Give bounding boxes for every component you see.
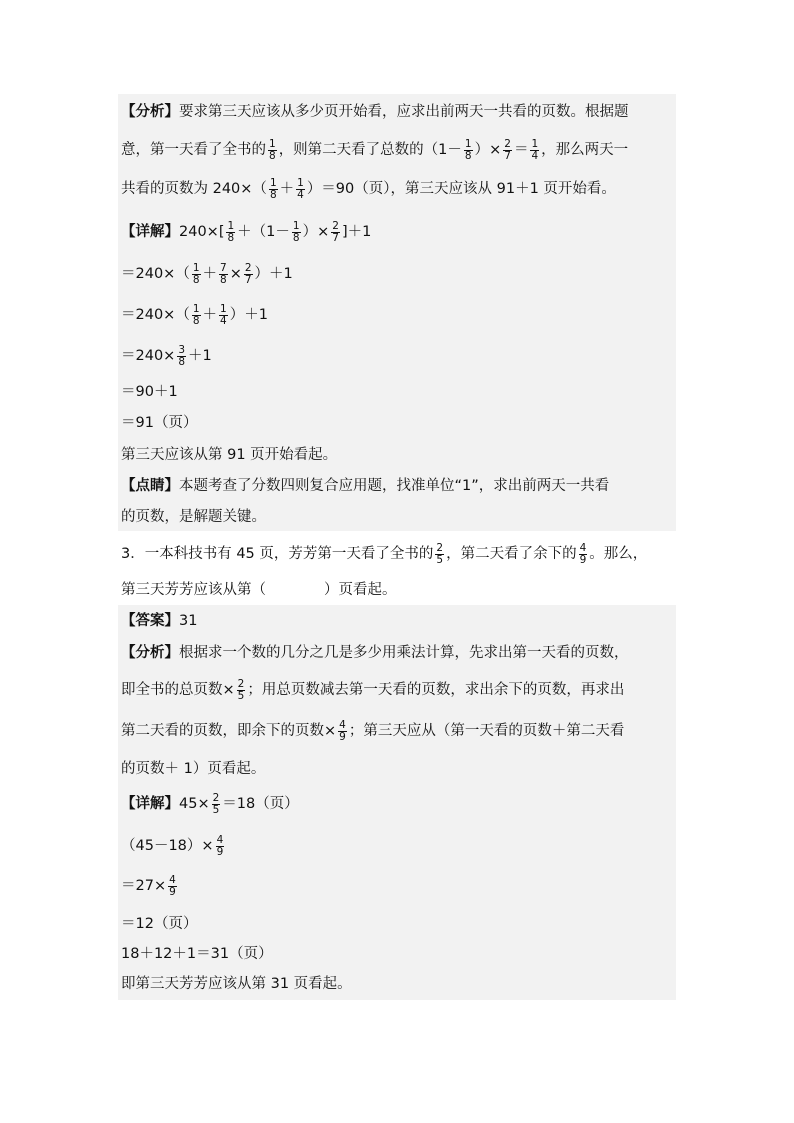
- detail-step-2: ＝240×（ $\frac{1}{8}$ ＋ $\frac{7}{8}$ × $\frac{2}{7}$ ）＋1: [121, 261, 293, 286]
- fraction: $\frac{4}{9}$: [216, 833, 224, 858]
- analysis-tag: 【分析】: [121, 645, 179, 661]
- fraction: $\frac{1}{4}$: [531, 137, 539, 162]
- fraction: $\frac{1}{8}$: [269, 176, 277, 201]
- fraction: $\frac{2}{5}$: [212, 791, 220, 816]
- fraction: $\frac{7}{8}$: [220, 261, 227, 286]
- fraction: $\frac{1}{8}$: [192, 261, 200, 286]
- comment-tag: 【点睛】: [121, 478, 179, 494]
- fraction: $\frac{1}{4}$: [220, 302, 227, 327]
- detail-tag: 【详解】: [121, 796, 179, 812]
- fraction: $\frac{2}{7}$: [332, 219, 339, 244]
- comment-line-2: 的页数，是解题关键。: [121, 509, 266, 525]
- detail-step-3: ＝240×（ $\frac{1}{8}$ ＋ $\frac{1}{4}$ ）＋1: [121, 302, 268, 327]
- detail-2-step-4: ＝12（页）: [121, 916, 198, 932]
- analysis-2-line-1: 【分析】根据求一个数的几分之几是多少用乘法计算，先求出第一天看的页数，: [121, 645, 629, 661]
- detail-step-5: ＝90＋1: [121, 384, 178, 400]
- detail-step-6: ＝91（页）: [121, 415, 198, 431]
- answer-line: [121, 609, 197, 633]
- fraction: $\frac{1}{8}$: [227, 219, 235, 244]
- detail-step-4: ＝240× $\frac{3}{8}$ ＋1: [121, 343, 212, 368]
- fraction: $\frac{2}{7}$: [504, 137, 511, 162]
- fraction: $\frac{4}{9}$: [169, 873, 176, 898]
- fraction: $\frac{1}{4}$: [297, 176, 304, 201]
- analysis-line-1: 【分析】要求第三天应该从多少页开始看，应求出前两天一共看的页数。根据题: [121, 104, 629, 120]
- detail-tag: 【详解】: [121, 224, 179, 240]
- analysis-tag: 【分析】: [121, 104, 179, 120]
- analysis-line-2: 意，第一天看了全书的 $\frac{1}{8}$ ，则第二天看了总数的（1－ $\frac{1}{8}$ ）× $\frac{2}{7}$ ＝ $\frac{1}{4}$ ，那么两天一: [121, 137, 629, 162]
- question-3-line-1: 3．一本科技书有 45 页，芳芳第一天看了全书的 $\frac{2}{5}$ ，第二天看了余下的 $\frac{4}{9}$ 。那么，: [121, 541, 648, 566]
- answer-tag: 【答案】: [121, 613, 179, 629]
- detail-2-step-2: （45－18）× $\frac{4}{9}$: [121, 833, 224, 858]
- detail-conclusion: 第三天应该从第 91 页开始看起。: [121, 447, 338, 463]
- fraction: $\frac{4}{9}$: [579, 541, 587, 566]
- comment-line-1: 【点睛】本题考查了分数四则复合应用题，找准单位“1”，求出前两天一共看: [121, 478, 610, 494]
- analysis-2-line-3: 第二天看的页数，即余下的页数× $\frac{4}{9}$ ；第三天应从（第一天看的页数＋第二天看: [121, 718, 625, 743]
- fraction: $\frac{1}{8}$: [464, 137, 472, 162]
- fraction: $\frac{4}{9}$: [339, 718, 346, 743]
- detail-2-step-5: 18＋12＋1＝31（页）: [121, 946, 273, 962]
- fraction: $\frac{1}{8}$: [292, 219, 300, 244]
- fraction: $\frac{2}{5}$: [237, 677, 245, 702]
- answer-value: 31: [179, 613, 198, 629]
- fraction: $\frac{1}{8}$: [269, 137, 276, 162]
- question-3-line-2: 第三天芳芳应该从第（ ）页看起。: [121, 582, 397, 598]
- analysis-2-line-4: 的页数＋ 1）页看起。: [121, 761, 266, 777]
- detail-step-1: 【详解】240×[ $\frac{1}{8}$ ＋（1－ $\frac{1}{8}$ ）× $\frac{2}{7}$ ]＋1: [121, 219, 372, 244]
- detail-2-step-3: ＝27× $\frac{4}{9}$: [121, 873, 176, 898]
- analysis-line-3: 共看的页数为 240×（ $\frac{1}{8}$ ＋ $\frac{1}{4}$ ）＝90（页），第三天应该从 91＋1 页开始看。: [121, 176, 616, 201]
- fraction: $\frac{1}{8}$: [192, 302, 200, 327]
- detail-2-step-1: 【详解】45× $\frac{2}{5}$ ＝18（页）: [121, 791, 299, 816]
- fraction: $\frac{2}{7}$: [244, 261, 252, 286]
- analysis-2-line-2: 即全书的总页数× $\frac{2}{5}$ ；用总页数减去第一天看的页数，求出余下的页数，再求出: [121, 677, 625, 702]
- fraction: $\frac{3}{8}$: [178, 343, 186, 368]
- fraction: $\frac{2}{5}$: [436, 541, 444, 566]
- detail-2-conclusion: 即第三天芳芳应该从第 31 页看起。: [121, 976, 352, 992]
